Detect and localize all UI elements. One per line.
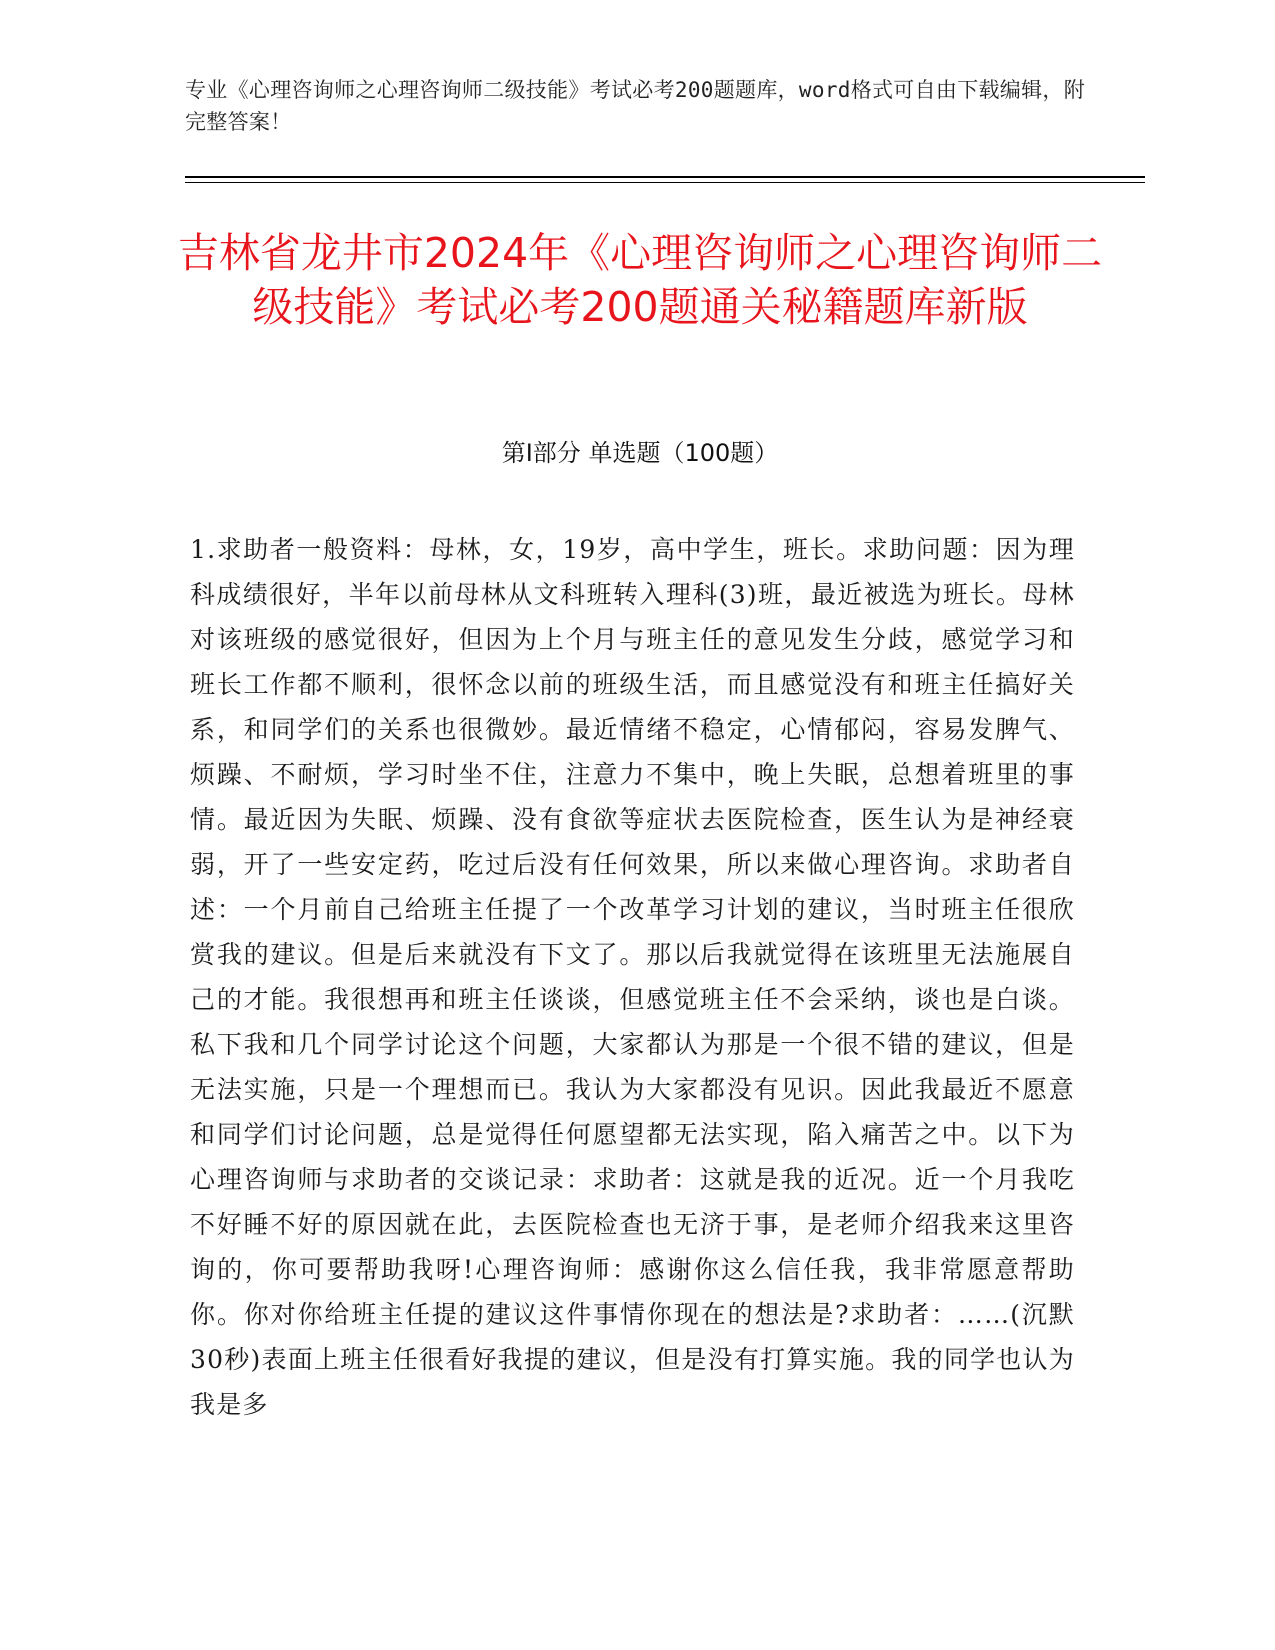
question-item: 1.求助者一般资料：母林，女，19岁，高中学生，班长。求助问题：因为理科成绩很好，半年以前母林从文科班转入理科(3)班，最近被选为班长。母林对该班级的感觉很好，但因为上个月与班主任的意见发生分歧，感觉学习和班长工作都不顺利，很怀念以前的班级生活，而且感觉没有和班主任搞好关系，和同学们的关系也很微妙。最近情绪不稳定，心情郁闷，容易发脾气、烦躁、不耐烦，学习时坐不住，注意力不集中，晚上失眠，总想着班里的事情。最近因为失眠、烦躁、没有食欲等症状去医院检查，医生认为是神经衰弱，开了一些安定药，吃过后没有任何效果，所以来做心理咨询。求助者自述：一个月前自己给班主任提了一个改革学习计划的建议，当时班主任很欣赏我的建议。但是后来就没有下文了。那以后我就觉得在该班里无法施展自己的才能。我很想再和班主任谈谈，但感觉班主任不会采纳，谈也是白谈。私下我和几个同学讨论这个问题，大家都认为那是一个很不错的建议，但是无法实施，只是一个理想而已。我认为大家都没有见识。因此我最近不愿意和同学们讨论问题，总是觉得任何愿望都无法实现，陷入痛苦之中。以下为心理咨询师与求助者的交谈记录：求助者：这就是我的近况。近一个月我吃不好睡不好的原因就在此，去医院检查也无济于事，是老师介绍我来这里咨询的，你可要帮助我呀!心理咨询师：感谢你这么信任我，我非常愿意帮助你。你对你给班主任提的建议这件事情你现在的想法是?求助者：……(沉默30秒)表面上班主任很看好我提的建议，但是没有打算实施。我的同学也认为我是多	[190, 535, 1075, 1419]
document-title: 吉林省龙井市2024年《心理咨询师之心理咨询师二级技能》考试必考200题通关秘籍题库新版	[177, 229, 1103, 331]
header-divider-thick	[185, 176, 1145, 178]
section-heading: 第Ⅰ部分 单选题（100题）	[501, 439, 779, 467]
header-divider-thin	[185, 182, 1145, 183]
header-note: 专业《心理咨询师之心理咨询师二级技能》考试必考200题题库，word格式可自由下载编辑，附完整答案！	[185, 78, 1085, 134]
